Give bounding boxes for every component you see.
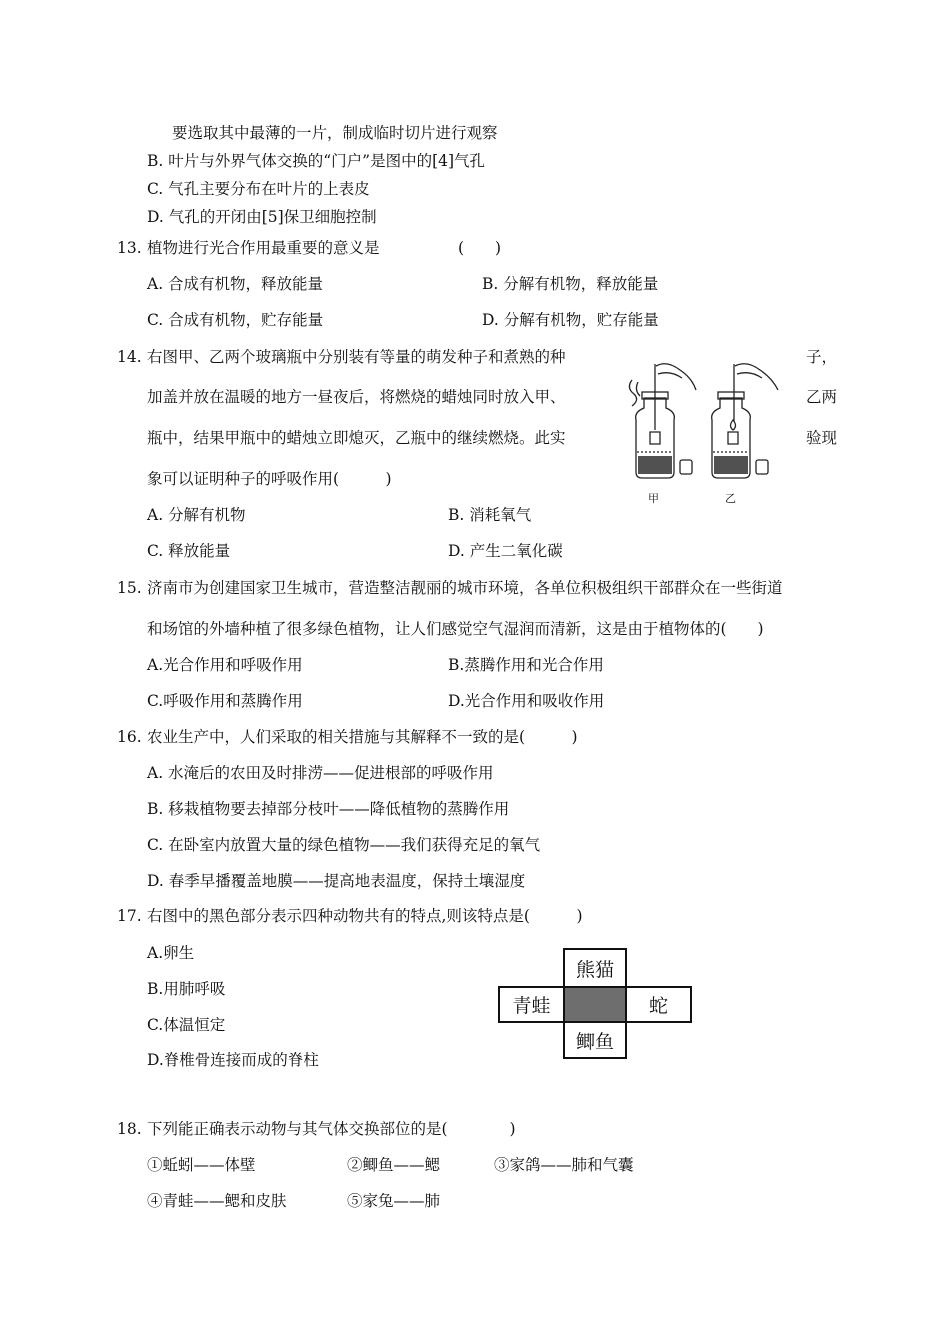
q14-option-d: D. 产生二氧化碳 xyxy=(448,542,563,560)
q18-stem: 下列能正确表示动物与其气体交换部位的是( ) xyxy=(147,1120,516,1138)
diagram-cell-snake: 蛇 xyxy=(625,986,692,1023)
figure-label-yi: 乙 xyxy=(725,492,736,505)
q17-option-a: A.卵生 xyxy=(147,944,195,962)
q13-stem: 植物进行光合作用最重要的意义是 xyxy=(147,239,380,257)
q15-option-c: C.呼吸作用和蒸腾作用 xyxy=(147,692,303,710)
q12-option-c: C. 气孔主要分布在叶片的上表皮 xyxy=(147,180,370,198)
q15-option-a: A.光合作用和呼吸作用 xyxy=(147,656,303,674)
q14-number: 14. xyxy=(117,348,142,366)
bottles-candle-figure xyxy=(622,360,788,508)
q17-stem: 右图中的黑色部分表示四种动物共有的特点,则该特点是( ) xyxy=(147,907,583,925)
q17-number: 17. xyxy=(117,907,142,925)
q18-number: 18. xyxy=(117,1120,142,1138)
q12-option-b: B. 叶片与外界气体交换的“门户”是图中的[4]气孔 xyxy=(147,152,486,170)
q16-stem: 农业生产中，人们采取的相关措施与其解释不一致的是( ) xyxy=(147,728,578,746)
q14-stem-line3-end: 验现 xyxy=(806,429,838,447)
q17-option-b: B.用肺呼吸 xyxy=(147,980,226,998)
q14-option-a: A. 分解有机物 xyxy=(147,506,246,524)
diagram-cell-crucian-carp: 鲫鱼 xyxy=(563,1021,627,1059)
q12-option-d: D. 气孔的开闭由[5]保卫细胞控制 xyxy=(147,208,377,226)
q17-option-c: C.体温恒定 xyxy=(147,1016,226,1034)
q13-number: 13. xyxy=(117,239,142,257)
diagram-cell-panda: 熊猫 xyxy=(563,948,627,988)
q18-item-3: ③家鸽——肺和气囊 xyxy=(494,1156,634,1174)
q14-stem-line1: 右图甲、乙两个玻璃瓶中分别装有等量的萌发种子和煮熟的种 xyxy=(147,348,566,366)
q16-option-c: C. 在卧室内放置大量的绿色植物——我们获得充足的氧气 xyxy=(147,836,541,854)
q18-item-4: ④青蛙——鳃和皮肤 xyxy=(147,1192,287,1210)
q13-answer-paren: ( ) xyxy=(458,239,502,257)
q13-option-a: A. 合成有机物，释放能量 xyxy=(147,275,324,293)
q14-option-b: B. 消耗氧气 xyxy=(448,506,532,524)
q15-stem-line1: 济南市为创建国家卫生城市，营造整洁靓丽的城市环境，各单位积极组织干部群众在一些街道 xyxy=(147,579,783,597)
q14-stem-line4: 象可以证明种子的呼吸作用( ) xyxy=(147,470,392,488)
q15-option-b: B.蒸腾作用和光合作用 xyxy=(448,656,604,674)
diagram-cell-frog: 青蛙 xyxy=(498,986,565,1023)
q12-stem-continuation: 要选取其中最薄的一片，制成临时切片进行观察 xyxy=(172,124,498,142)
figure-label-jia: 甲 xyxy=(648,492,659,505)
q14-stem-line2: 加盖并放在温暖的地方一昼夜后，将燃烧的蜡烛同时放入甲、 xyxy=(147,388,566,406)
q18-item-5: ⑤家兔——肺 xyxy=(347,1192,441,1210)
bottles-candle-illustration xyxy=(622,360,788,508)
q16-option-b: B. 移栽植物要去掉部分枝叶——降低植物的蒸腾作用 xyxy=(147,800,510,818)
q18-item-2: ②鲫鱼——鳃 xyxy=(347,1156,441,1174)
q14-option-c: C. 释放能量 xyxy=(147,542,231,560)
q16-option-a: A. 水淹后的农田及时排涝——促进根部的呼吸作用 xyxy=(147,764,494,782)
q13-option-b: B. 分解有机物，释放能量 xyxy=(482,275,659,293)
diagram-shared-feature xyxy=(563,986,627,1023)
q15-number: 15. xyxy=(117,579,142,597)
q15-option-d: D.光合作用和吸收作用 xyxy=(448,692,605,710)
q14-stem-line2-end: 乙两 xyxy=(806,388,838,406)
q14-stem-line3: 瓶中，结果甲瓶中的蜡烛立即熄灭，乙瓶中的继续燃烧。此实 xyxy=(147,429,566,447)
q17-option-d: D.脊椎骨连接而成的脊柱 xyxy=(147,1051,319,1069)
q15-stem-line2: 和场馆的外墙种植了很多绿色植物，让人们感觉空气湿润而清新，这是由于植物体的( ) xyxy=(147,620,764,638)
q18-item-1: ①蚯蚓——体壁 xyxy=(147,1156,256,1174)
q14-stem-line1-end: 子， xyxy=(806,348,838,366)
q16-number: 16. xyxy=(117,728,142,746)
q16-option-d: D. 春季早播覆盖地膜——提高地表温度，保持土壤湿度 xyxy=(147,872,526,890)
q13-option-c: C. 合成有机物，贮存能量 xyxy=(147,311,324,329)
q13-option-d: D. 分解有机物，贮存能量 xyxy=(482,311,659,329)
